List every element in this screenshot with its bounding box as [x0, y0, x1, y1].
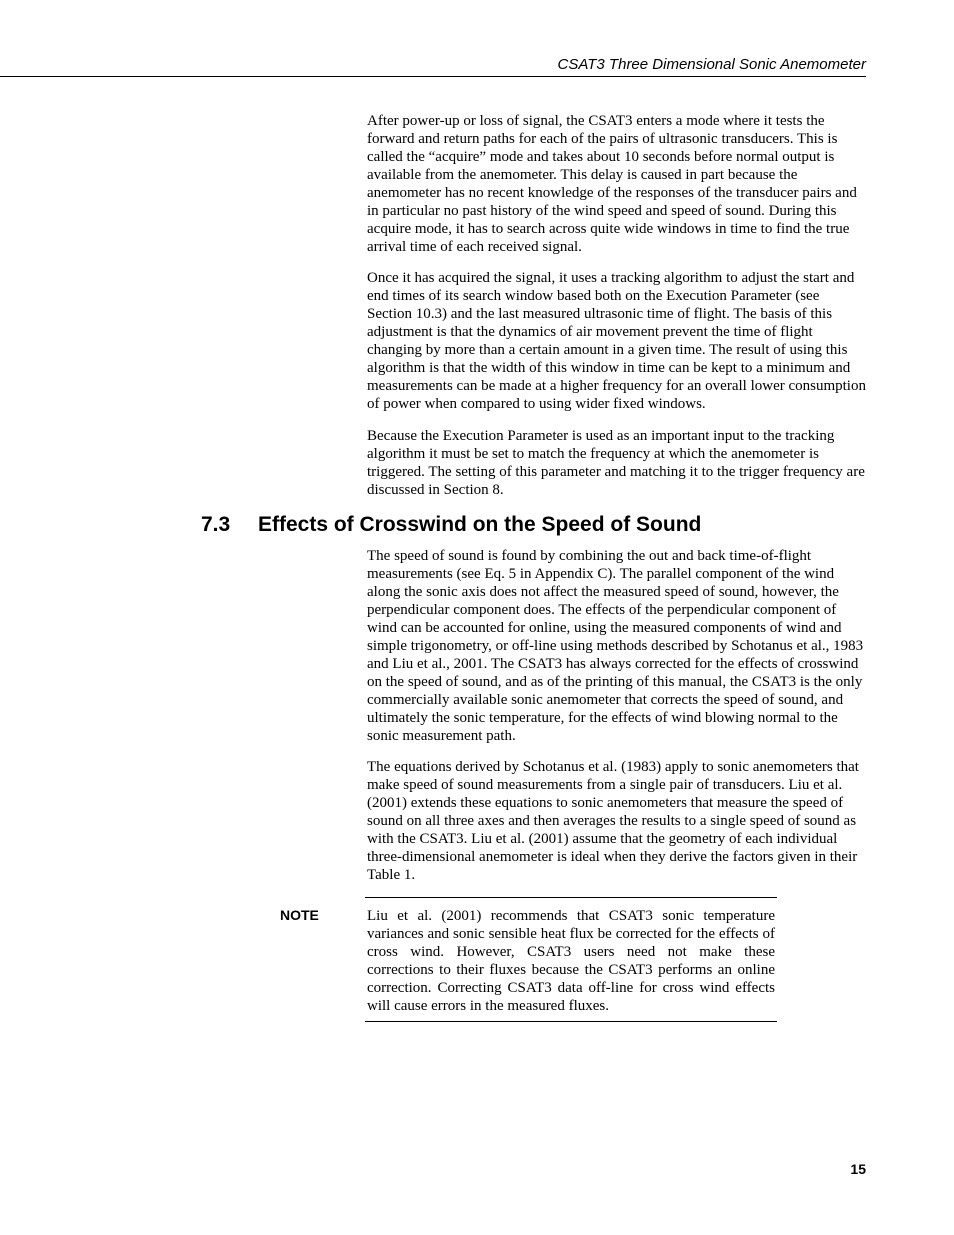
paragraph-speed-of-sound — [367, 547, 866, 745]
paragraph-text: The speed of sound is found by combining the out and back time-of-flight measurements (see Eq. 5 in Appendix C). The parallel component of the wind along the sonic axis does not affect the measured speed of sound, however, the perpendicular component does. The effects of the perpendicular component of wind can be accounted for online, using the measured components of wind and simple trigonometry, or off-line using methods described by Schotanus et al., 1983 and Liu et al., 2001. The CSAT3 has always corrected for the effects of crosswind on the speed of sound, and as of the printing of this manual, the CSAT3 is the only commercially available sonic anemometer that corrects the speed of sound, and ultimately the sonic temperature, for the effects of wind blowing normal to the sonic measurement path. — [367, 548, 864, 744]
header-rule — [0, 76, 866, 77]
note-label: NOTE — [280, 907, 319, 923]
paragraph-text: Because the Execution Parameter is used as an important input to the tracking algorithm it must be set to match the frequency at which the anemometer is triggered. The setting of this parameter and matching it to the trigger frequency are discussed in Section 8. — [367, 428, 865, 498]
paragraph-text: Once it has acquired the signal, it uses a tracking algorithm to adjust the start and end times of its search window based both on the Execution Parameter (see Section 10.3) and the last measured ultrasonic time of flight. The basis of this adjustment is that the dynamics of air movement prevent the time of flight changing by more than a certain amount in a given time. The result of using this algorithm is that the width of this window in time can be kept to a minimum and measurements can be made at a higher frequency for an overall lower consumption of power when compared to using wider fixed windows. — [367, 270, 866, 412]
section-title: Effects of Crosswind on the Speed of Sound — [258, 513, 702, 536]
paragraph-execution-parameter — [367, 427, 866, 499]
paragraph-text: After power-up or loss of signal, the CSAT3 enters a mode where it tests the forward and return paths for each of the pairs of ultrasonic transducers. This is called the “acquire” mode and takes about 10 seconds before normal output is available from the anemometer. This delay is caused in part because the anemometer has no recent knowledge of the responses of the transducer pairs and in particular no past history of the wind speed and speed of sound. During this acquire mode, it has to search across quite wide windows in time to find the true arrival time of each received signal. — [367, 113, 857, 255]
section-number: 7.3 — [201, 513, 231, 536]
running-header: CSAT3 Three Dimensional Sonic Anemometer — [557, 56, 866, 73]
paragraph-tracking-algorithm — [367, 269, 866, 413]
note-text: Liu et al. (2001) recommends that CSAT3 sonic temperature variances and sonic sensible heat flux be corrected for the effects of cross wind. However, CSAT3 users need not make these corrections to their fluxes because the CSAT3 performs an online correction. Correcting CSAT3 data off-line for cross wind effects will cause errors in the measured fluxes. — [367, 908, 775, 1014]
paragraph-acquire-mode — [367, 112, 866, 256]
paragraph-text: The equations derived by Schotanus et al. (1983) apply to sonic anemometers that make speed of sound measurements from a single pair of transducers. Liu et al. (2001) extends these equations to sonic anemometers that measure the speed of sound on all three axes and then averages the results to a single speed of sound as with the CSAT3. Liu et al. (2001) assume that the geometry of each individual three-dimensional anemometer is ideal when they derive the factors given in their Table 1. — [367, 759, 859, 883]
note-rule-bottom — [365, 1021, 777, 1022]
paragraph-schotanus-equations — [367, 758, 866, 884]
note-rule-top — [365, 897, 777, 898]
page-number: 15 — [850, 1161, 866, 1177]
section-heading — [201, 512, 866, 538]
